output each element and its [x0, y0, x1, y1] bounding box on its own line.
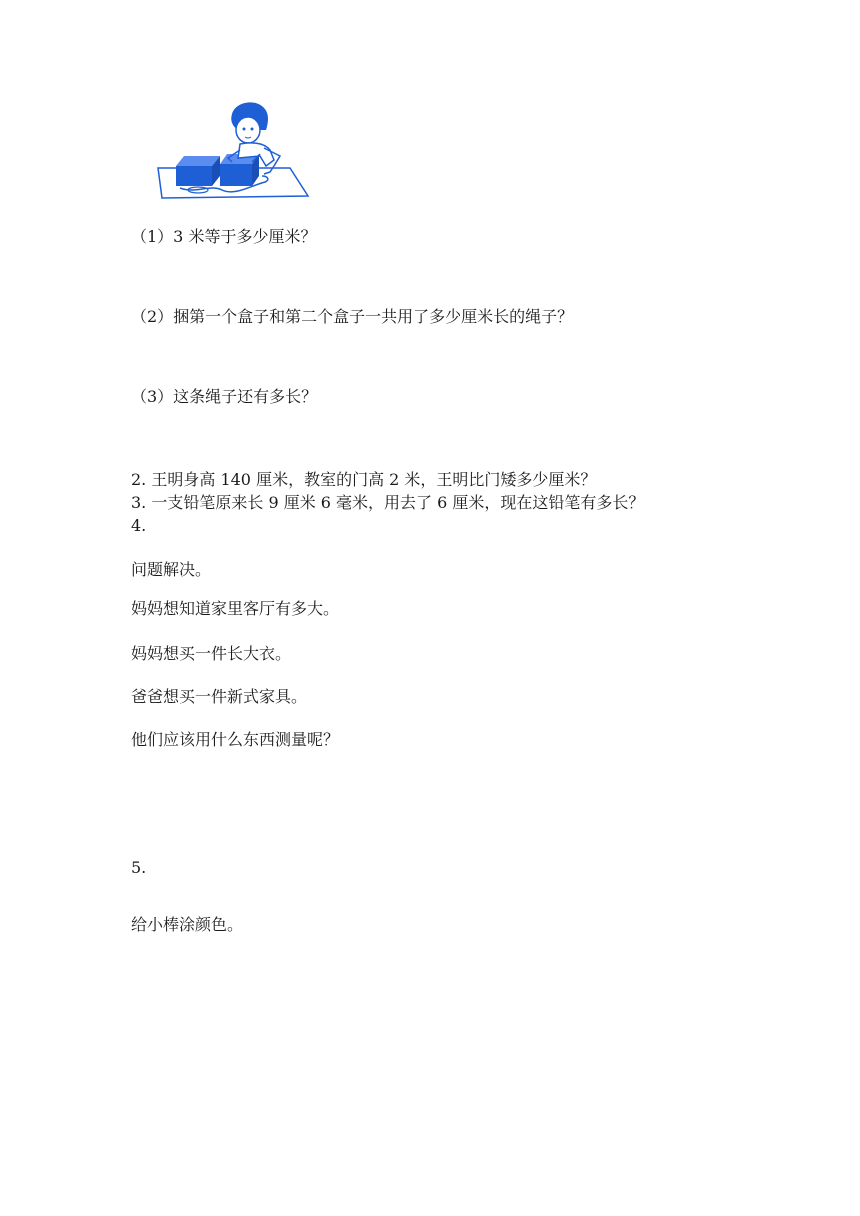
question-5-number: 5.: [131, 858, 147, 877]
question-4-line-2: 妈妈想买一件长大衣。: [131, 644, 292, 663]
right-box: [220, 154, 259, 186]
question-4-number: 4.: [131, 516, 147, 535]
question-3: 3. 一支铅笔原来长 9 厘米 6 毫米，用去了 6 厘米，现在这铅笔有多长？: [131, 493, 645, 512]
question-2: 2. 王明身高 140 厘米，教室的门高 2 米，王明比门矮多少厘米？: [131, 470, 597, 489]
boy-tying-boxes-illustration: [140, 96, 310, 206]
question-5-heading: 给小棒涂颜色。: [131, 915, 244, 934]
question-4-line-3: 爸爸想买一件新式家具。: [131, 687, 308, 706]
left-box: [176, 156, 220, 186]
question-4-heading: 问题解决。: [131, 560, 212, 579]
question-1-part-3: （3）这条绳子还有多长？: [131, 387, 318, 406]
question-1-part-1: （1）3 米等于多少厘米？: [131, 227, 317, 246]
question-4-line-1: 妈妈想知道家里客厅有多大。: [131, 599, 340, 618]
question-4-prompt: 他们应该用什么东西测量呢？: [131, 730, 340, 749]
question-1-part-2: （2）捆第一个盒子和第二个盒子一共用了多少厘米长的绳子？: [131, 307, 574, 326]
